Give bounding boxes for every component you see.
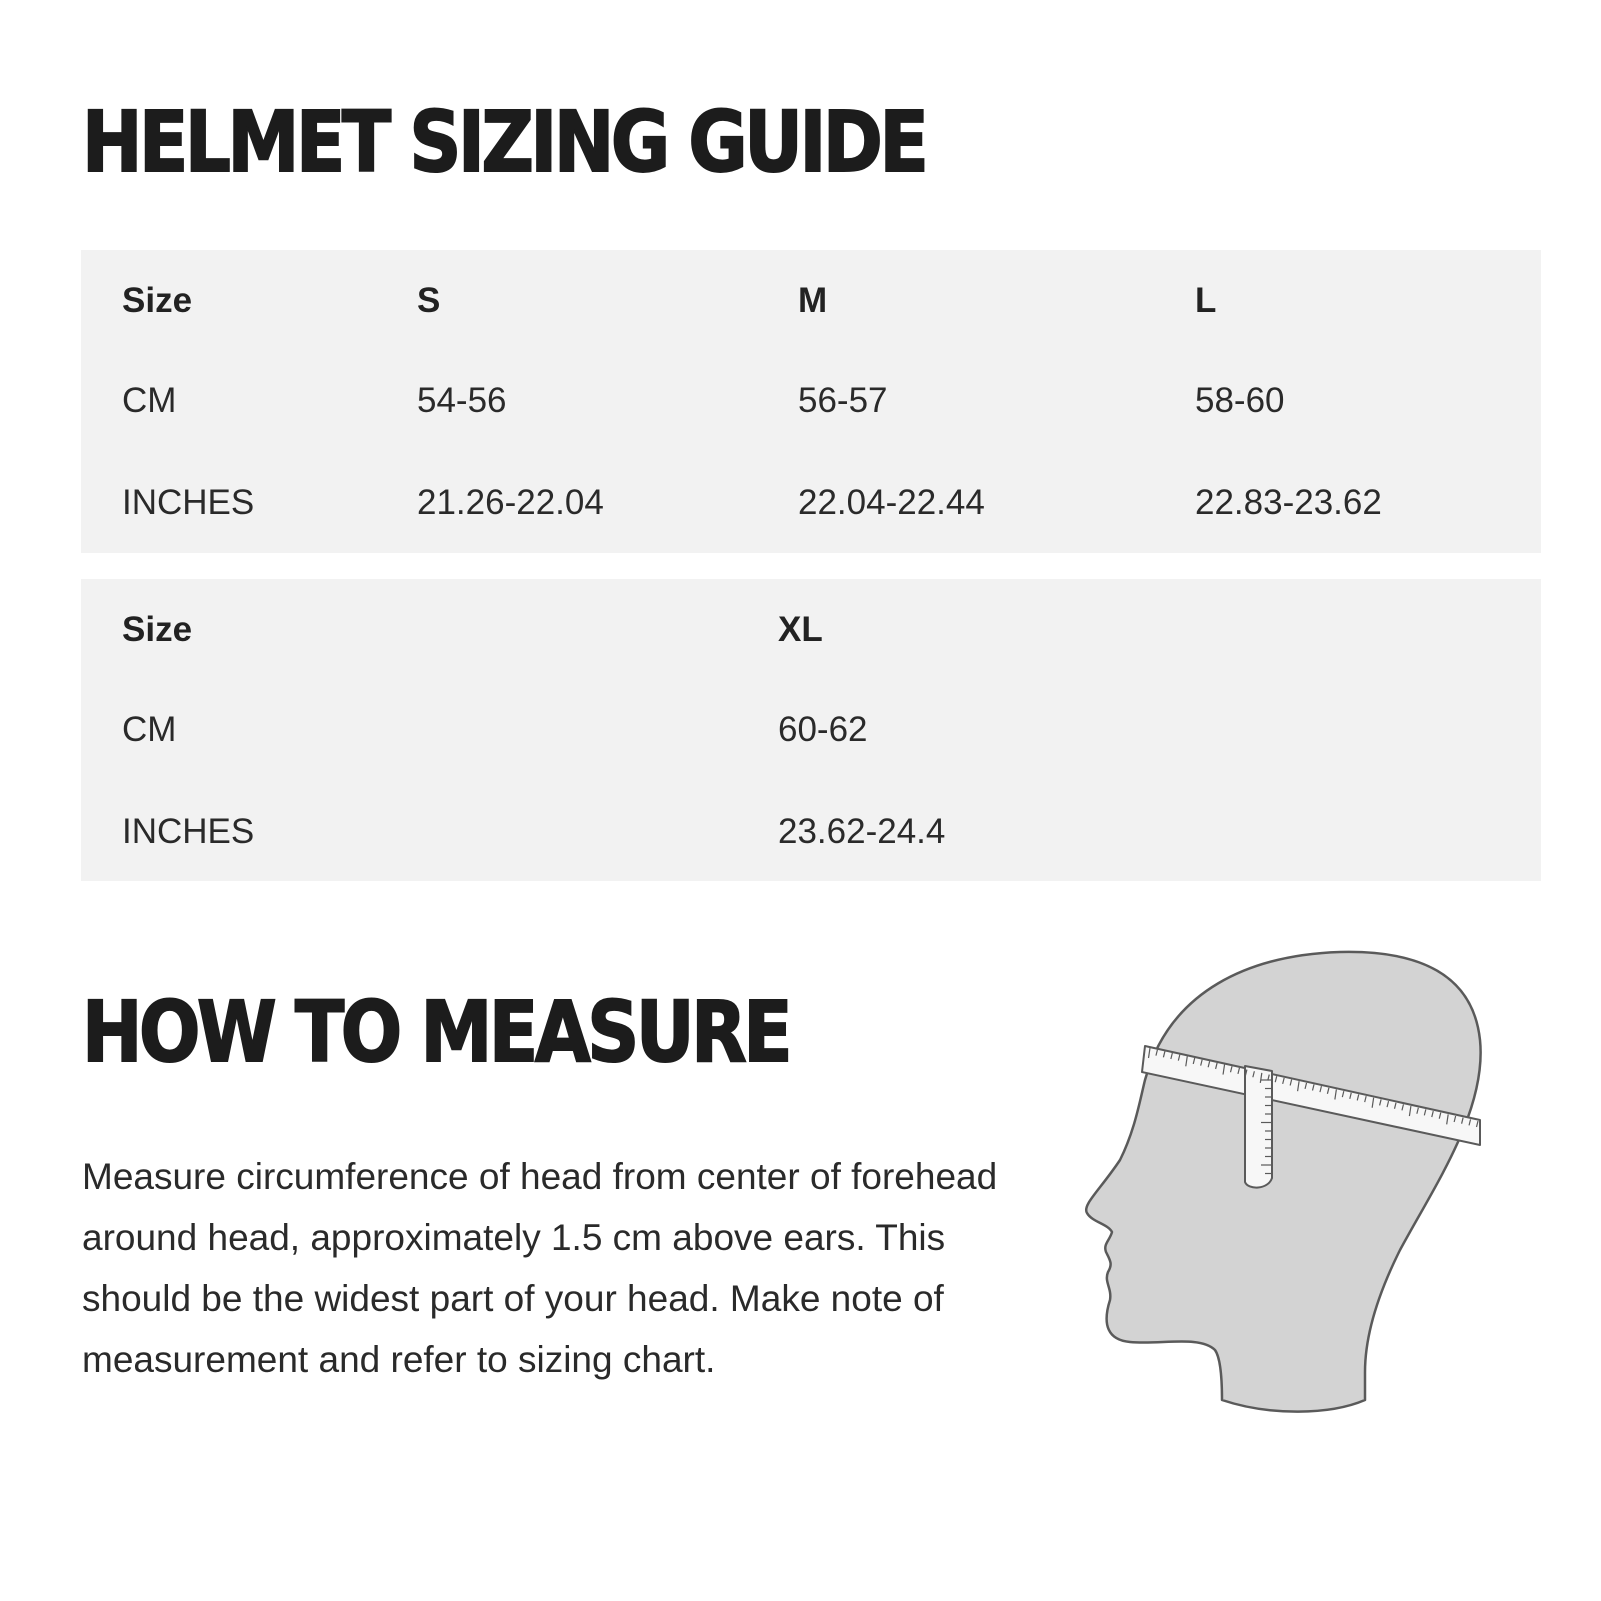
table-1-cm-s: 54-56	[417, 381, 507, 420]
sizing-guide-title: HELMET SIZING GUIDE	[82, 93, 926, 191]
table-2-cm-xl: 60-62	[778, 710, 868, 749]
table-2-inches-xl: 23.62-24.4	[778, 812, 946, 851]
head-measurement-illustration	[1080, 950, 1500, 1430]
table-1-inches-s: 21.26-22.04	[417, 483, 604, 522]
table-1-cm-l: 58-60	[1195, 381, 1285, 420]
table-2-row-inches-label: INCHES	[122, 812, 255, 851]
table-1-header-size: Size	[122, 281, 193, 320]
size-table-xl	[81, 579, 1541, 881]
table-1-inches-m: 22.04-22.44	[798, 483, 985, 522]
table-1-row-inches-label: INCHES	[122, 483, 255, 522]
table-1-row-cm-label: CM	[122, 381, 177, 420]
table-2-row-cm-label: CM	[122, 710, 177, 749]
table-1-header-s: S	[417, 281, 441, 320]
table-1-header-l: L	[1195, 281, 1217, 320]
size-table-s-m-l	[81, 250, 1541, 553]
head-profile-icon	[1086, 952, 1480, 1412]
measure-instructions: Measure circumference of head from center of forehead around head, approximately 1.5 cm above ears. This should be the widest part of your head. Make note of measurement and refer to sizing chart.	[82, 1156, 998, 1380]
table-1-header-m: M	[798, 281, 828, 320]
table-2-header-size: Size	[122, 610, 193, 649]
table-2-header-xl: XL	[778, 610, 823, 649]
how-to-measure-title: HOW TO MEASURE	[82, 983, 790, 1081]
table-1-cm-m: 56-57	[798, 381, 888, 420]
table-1-inches-l: 22.83-23.62	[1195, 483, 1382, 522]
